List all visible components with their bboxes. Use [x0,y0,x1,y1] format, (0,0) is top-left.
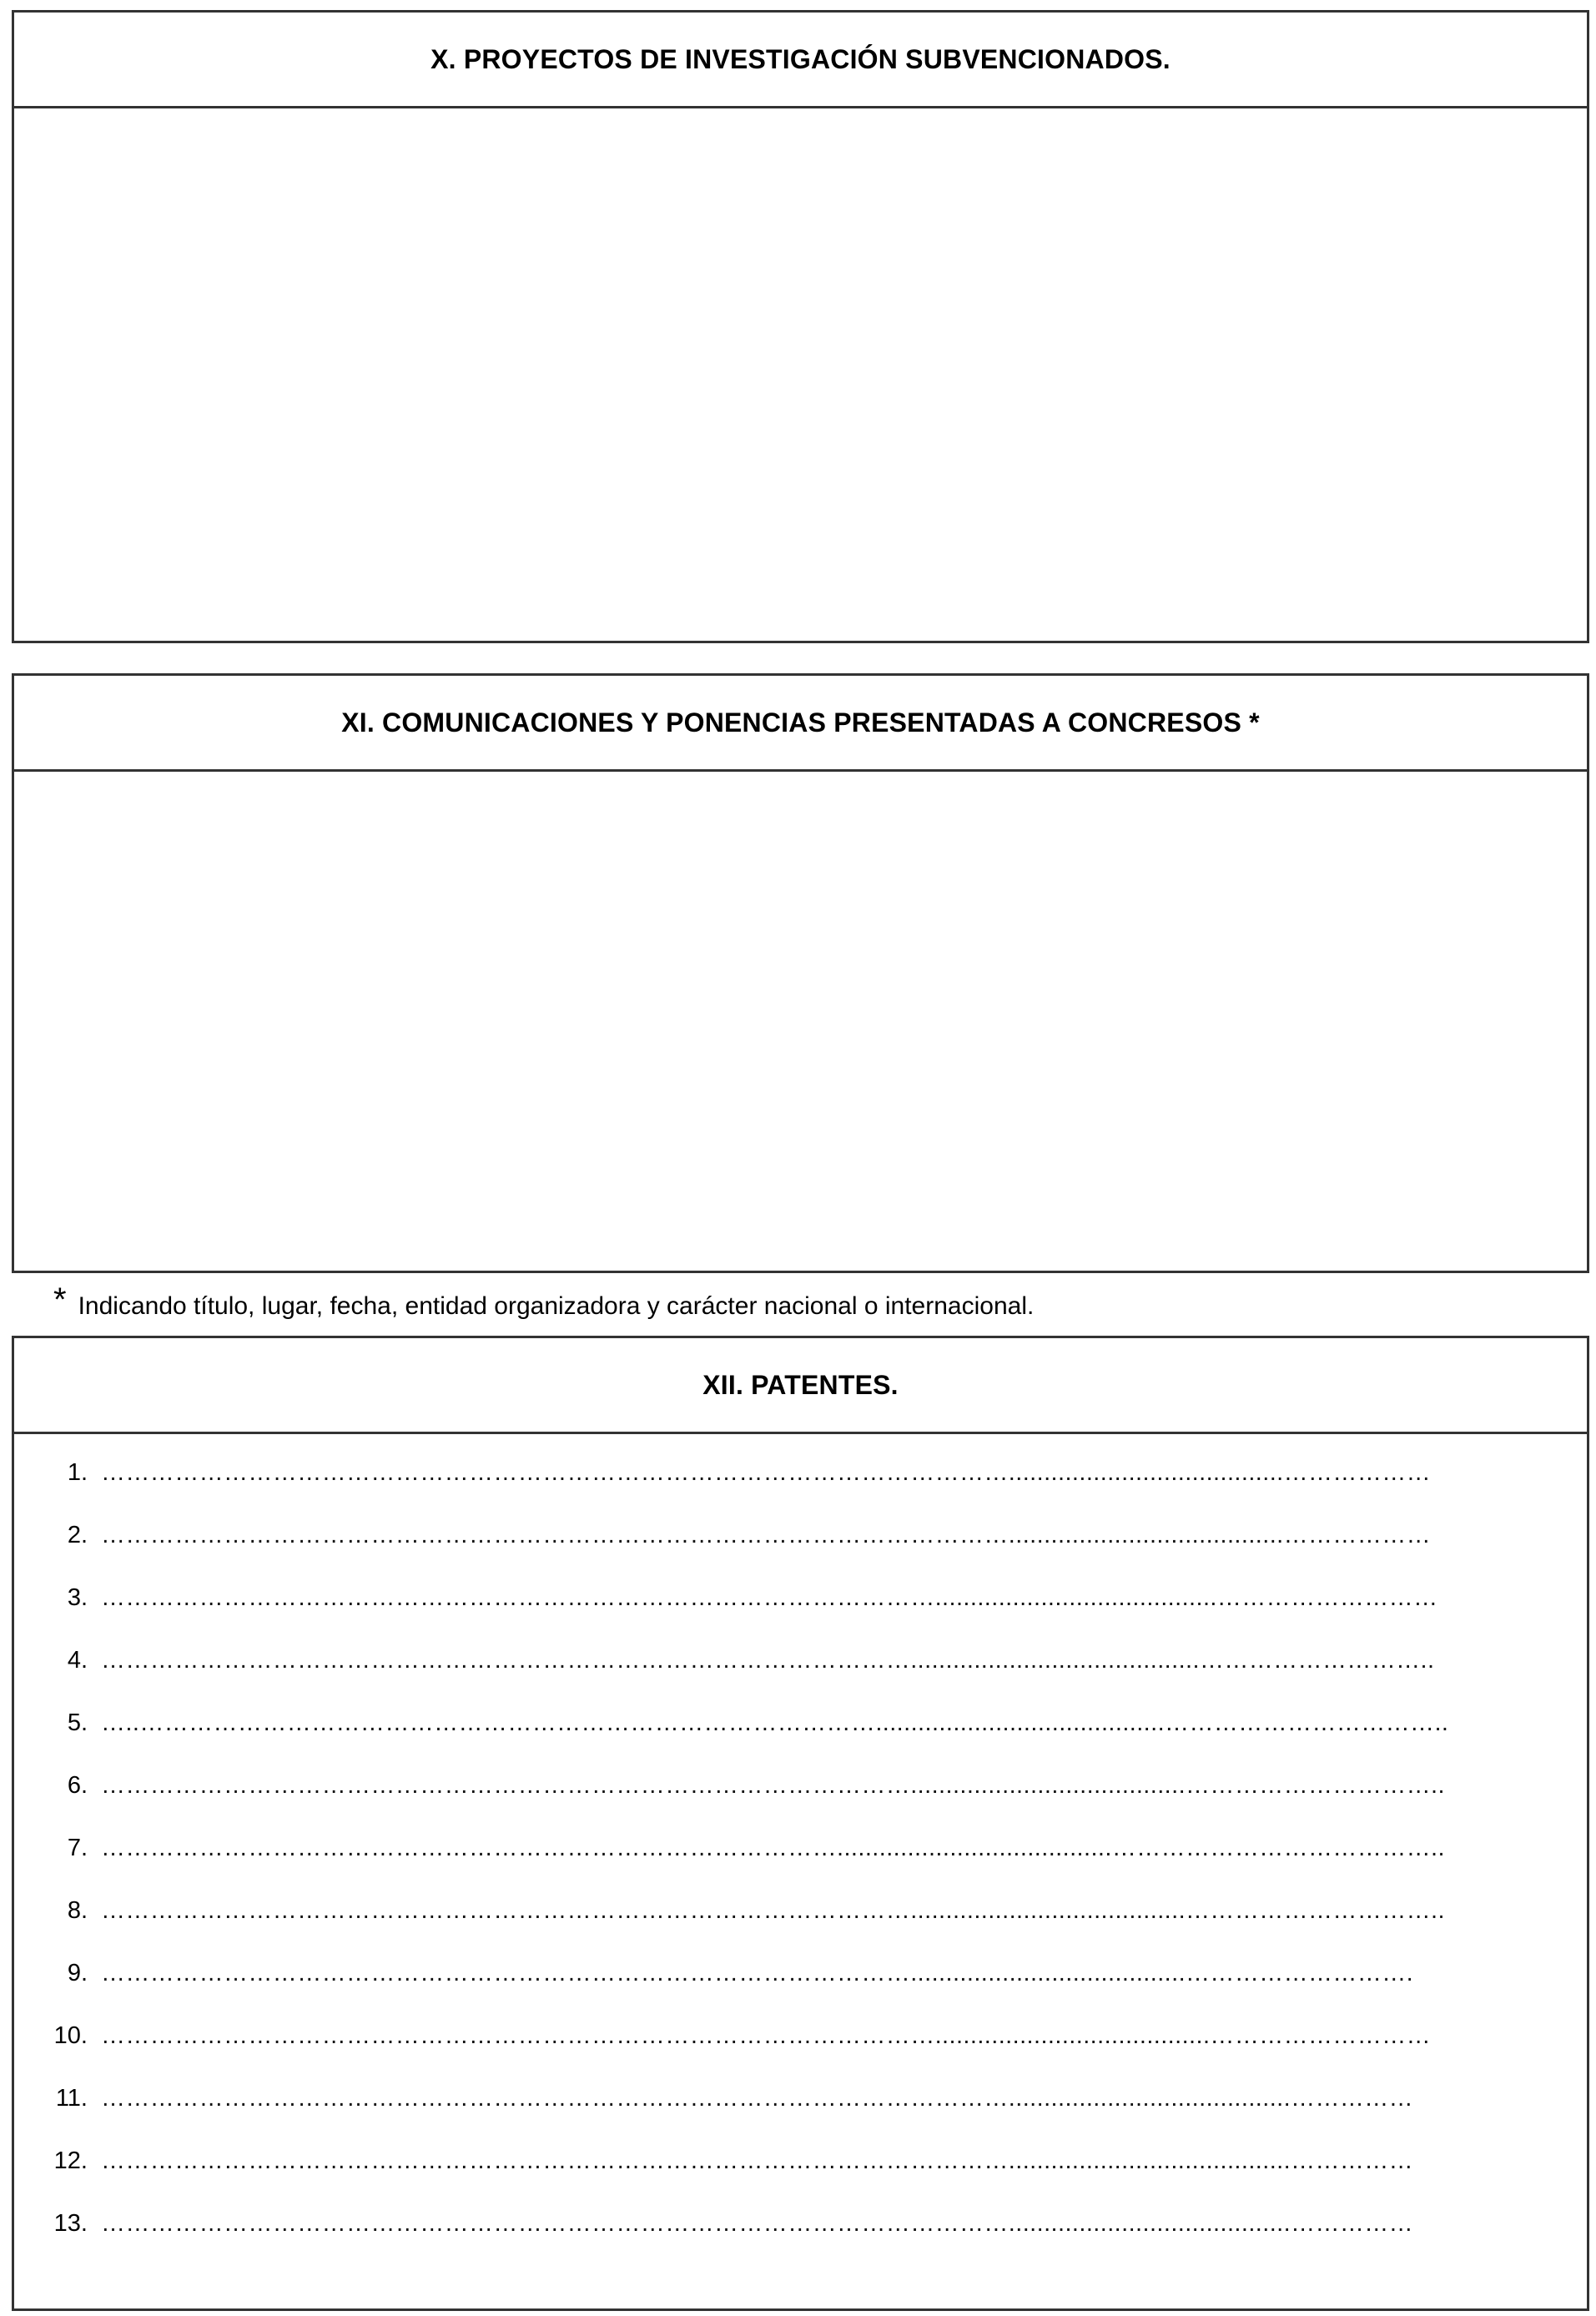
patent-entry-line[interactable]: ………………………………………………………………………………………………….......................................……………… [101,1522,1432,1548]
patent-row [14,1453,1587,1515]
patent-number: 7. [67,1835,88,1861]
patent-number: 1. [67,1459,88,1486]
patent-list [14,1453,1587,2266]
footnote-asterisk: * [53,1281,67,1318]
patent-entry-line[interactable]: …………………………………………………………………………………………………........................................…………… [101,2147,1414,2174]
patent-number: 9. [67,1960,88,1986]
patent-row [14,2203,1587,2266]
patent-row [14,2141,1587,2203]
patent-entry-line[interactable]: ………………………………………………………………………………………………….......................................……………… [101,1459,1432,1486]
patent-row [14,1640,1587,1703]
footnote-text: Indicando título, lugar, fecha, entidad organizadora y carácter nacional o internacional. [78,1292,1035,1320]
patent-entry-line[interactable]: …………………………………………………………………………………………………........................................…………… [101,2210,1414,2237]
patent-entry-line[interactable]: ……………………………………………………………………………………….......................................………………………. [101,1960,1414,1986]
section-x-proyectos [12,10,1589,643]
patent-number: 5. [67,1709,88,1736]
section-x-title: X. PROYECTOS DE INVESTIGACIÓN SUBVENCIONADOS. [14,13,1587,108]
section-xi-title: XI. COMUNICACIONES Y PONENCIAS PRESENTADAS A CONCRESOS * [14,676,1587,772]
patent-entry-line[interactable]: ……………………………………………………………………………………….......................................………………………….. [101,1772,1445,1799]
patent-row [14,1891,1587,1953]
patent-number: 4. [67,1647,88,1674]
patent-entry-line[interactable]: …………………………………………………………………………………………………........................................…………… [101,2085,1414,2112]
footnote [53,1283,1034,1323]
patent-number: 3. [67,1584,88,1611]
section-xi-comunicaciones [12,673,1589,1273]
patent-entry-line[interactable]: ……………………………………………………………………………………….........................................……………………….. [101,1647,1435,1674]
section-xii-title: XII. PATENTES. [14,1338,1587,1434]
patent-entry-line[interactable]: ……………………………………………………………………………….......................................………………………………….. [101,1835,1445,1861]
patent-row [14,1953,1587,2016]
patent-entry-line[interactable]: …..……………………………………………………………………………….........................................…………………………….. [101,1709,1449,1736]
patent-row [14,2078,1587,2141]
patent-row [14,1703,1587,1765]
patent-number: 2. [67,1522,88,1548]
patent-entry-line[interactable]: ……………………………………………………………………………………….......................................………………………….. [101,1897,1445,1924]
patent-row [14,1515,1587,1578]
patent-number: 10. [53,2022,88,2049]
patent-row [14,1765,1587,1828]
patent-number: 11. [55,2085,88,2112]
patent-number: 13. [53,2210,88,2237]
patent-number: 12. [53,2147,88,2174]
patent-entry-line[interactable]: …………………………………………………………………………………………........................................……………………… [101,1584,1438,1611]
section-xii-patentes [12,1336,1589,2311]
patent-row [14,2016,1587,2078]
patent-row [14,1828,1587,1891]
patent-entry-line[interactable]: ………………………………………………………………………………………….......................................……………………… [101,2022,1432,2049]
patent-number: 8. [67,1897,88,1924]
patent-number: 6. [67,1772,88,1799]
patent-row [14,1578,1587,1640]
